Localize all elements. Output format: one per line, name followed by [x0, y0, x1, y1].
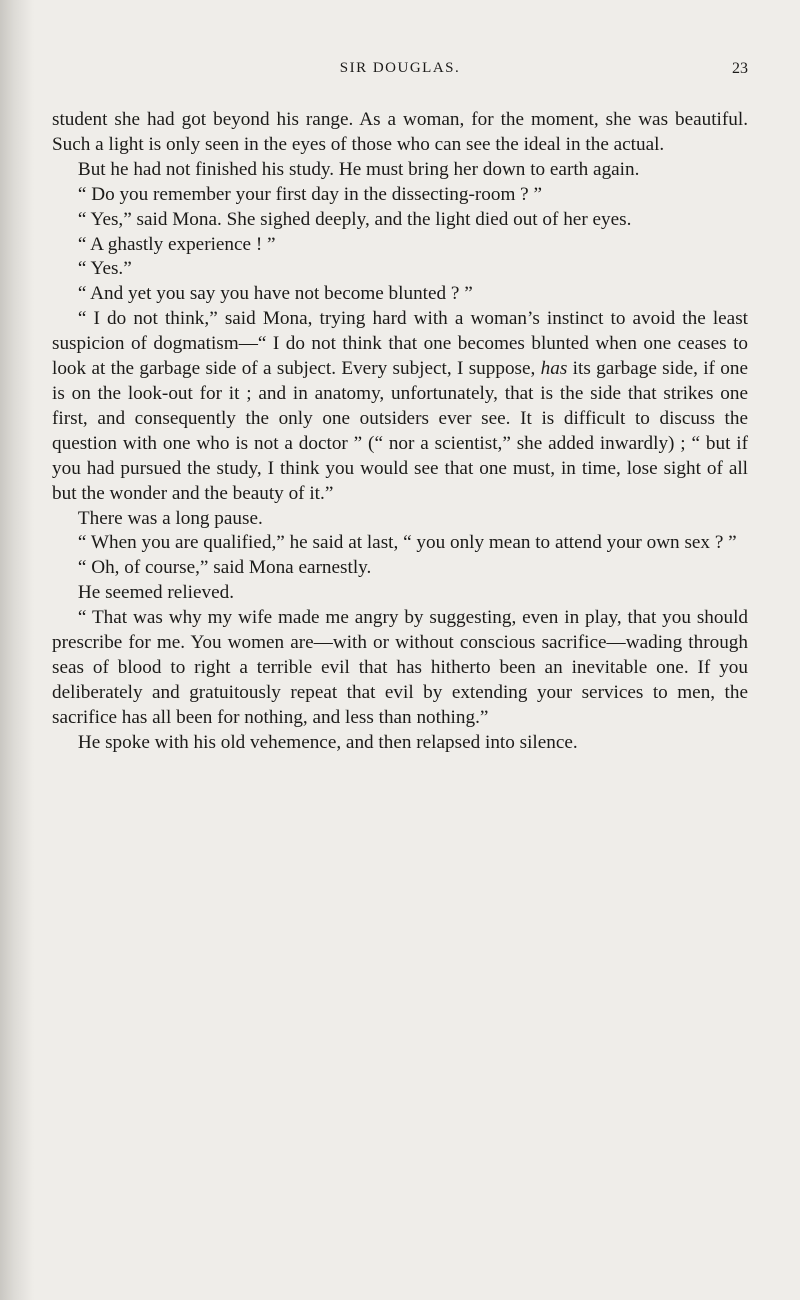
- paragraph: [52, 307, 748, 506]
- paragraph-text: “ I do not think,” said Mona, trying hard with a woman’s instinct to avoid the least suspicion of dogmatism—“ I do not think that one becomes blunted when one ceases to look at the garbage side of a subject. Every subject, I suppose,: [52, 308, 748, 380]
- paragraph: student she had got beyond his range. As a woman, for the moment, she was beautiful. Such a light is only seen in the eyes of those who can see the ideal in the actual.: [52, 109, 748, 155]
- paragraph: He spoke with his old vehemence, and then relapsed into silence.: [77, 731, 578, 753]
- page-number: 23: [732, 60, 748, 77]
- italic-word: has: [540, 358, 568, 380]
- paragraph-text: its garbage side, if one is on the look-out for it ; and in anatomy, unfortunately, that is the side that strikes one first, and consequently the only one outsiders ever see. It is difficult to discuss the question with one who is not a doctor ” (“ nor a scientist,” she added inwardly) ; “ but if you had pursued the study, I think you would see that one must, in time, lose sight of all but the wonder and the beauty of it.”: [52, 358, 748, 504]
- paragraph: “ Oh, of course,” said Mona earnestly.: [77, 557, 372, 579]
- paragraph: “ A ghastly experience ! ”: [77, 233, 276, 255]
- body-text: [52, 108, 748, 756]
- paragraph: “ That was why my wife made me angry by suggesting, even in play, that you should prescribe for me. You women are—with or without conscious sacrifice—wading through seas of blood to right a terrible evil that has hitherto been an inevitable one. If you deliberately and gratuitously repeat that evil by extending your services to men, the sacrifice has all been for nothing, and less than nothing.”: [52, 607, 748, 728]
- paragraph: “ Yes.”: [77, 258, 132, 280]
- page-header: [52, 60, 748, 84]
- paragraph: “ And yet you say you have not become blunted ? ”: [77, 283, 473, 305]
- paragraph: “ Yes,” said Mona. She sighed deeply, and the light died out of her eyes.: [77, 208, 632, 230]
- binding-shadow: [0, 0, 34, 1300]
- paragraph: “ When you are qualified,” he said at last, “ you only mean to attend your own sex ? ”: [77, 532, 737, 554]
- running-head: SIR DOUGLAS.: [339, 60, 461, 76]
- paragraph: He seemed relieved.: [77, 582, 234, 604]
- paragraph: There was a long pause.: [77, 507, 263, 529]
- paragraph: “ Do you remember your first day in the dissecting-room ? ”: [77, 183, 543, 205]
- paragraph: But he had not finished his study. He must bring her down to earth again.: [77, 158, 640, 180]
